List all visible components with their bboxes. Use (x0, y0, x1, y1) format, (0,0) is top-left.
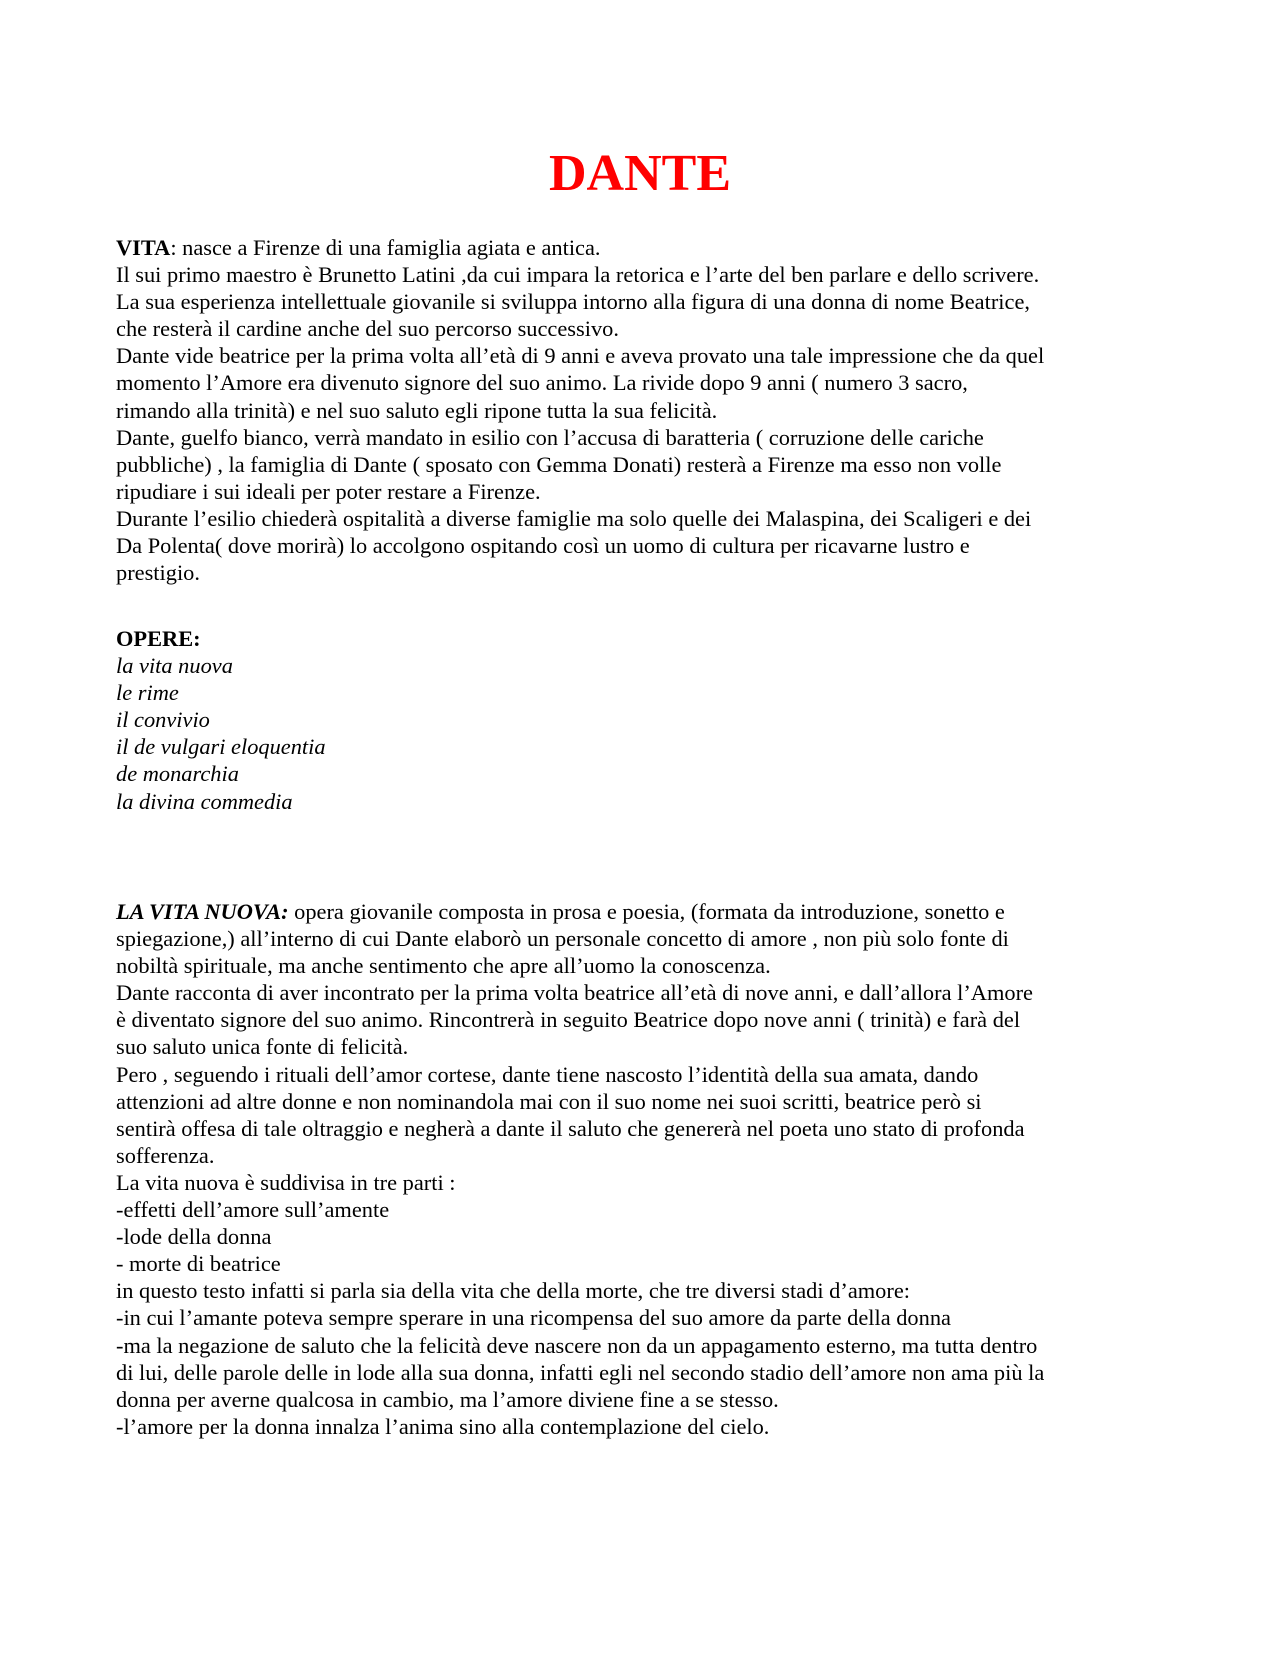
opere-item: le rime (116, 680, 179, 706)
vita-nuova-line: donna per averne qualcosa in cambio, ma l’amore diviene fine a se stesso. (116, 1386, 779, 1412)
vita-line: Dante vide beatrice per la prima volta all’età di 9 anni e aveva provato una tale impressione che da quel (116, 343, 1045, 369)
vita-nuova-line: La vita nuova è suddivisa in tre parti : (116, 1169, 456, 1195)
vita-line: prestigio. (116, 560, 200, 586)
section-opere (116, 625, 1186, 815)
vita-nuova-line: Pero , seguendo i rituali dell’amor cortese, dante tiene nascosto l’identità della sua amata, dando (116, 1061, 979, 1087)
vita-nuova-heading: LA VITA NUOVA: (116, 899, 289, 924)
vita-nuova-line-0 (116, 898, 1186, 925)
opere-item: il de vulgari eloquentia (116, 734, 326, 760)
vita-nuova-line: spiegazione,) all’interno di cui Dante elaborò un personale concetto di amore , non più solo fonte di (116, 926, 1009, 952)
vita-line: ripudiare i sui ideali per poter restare a Firenze. (116, 478, 541, 504)
section-vita-nuova (116, 898, 1186, 1440)
vita-line: Dante, guelfo bianco, verrà mandato in esilio con l’accusa di baratteria ( corruzione delle cariche (116, 424, 984, 450)
vita-nuova-line: è diventato signore del suo animo. Rincontrerà in seguito Beatrice dopo nove anni ( trinità) e farà del (116, 1007, 1021, 1033)
vita-line-text: : nasce a Firenze di una famiglia agiata e antica. (170, 235, 601, 260)
vita-nuova-line: Dante racconta di aver incontrato per la prima volta beatrice all’età di nove anni, e dall’allora l’Amore (116, 980, 1033, 1006)
section-vita (116, 234, 1186, 586)
opere-item: de monarchia (116, 761, 239, 787)
vita-nuova-line: -l’amore per la donna innalza l’anima sino alla contemplazione del cielo. (116, 1413, 770, 1439)
vita-nuova-line: -effetti dell’amore sull’amente (116, 1197, 390, 1223)
vita-nuova-line: di lui, delle parole delle in lode alla sua donna, infatti egli nel secondo stadio dell’amore non ama più la (116, 1359, 1045, 1385)
opere-item: il convivio (116, 707, 210, 733)
opere-heading: OPERE: (116, 626, 201, 651)
vita-line: La sua esperienza intellettuale giovanile si sviluppa intorno alla figura di una donna di nome Beatrice, (116, 289, 1030, 315)
vita-line-0 (116, 234, 1186, 261)
vita-nuova-line: sofferenza. (116, 1142, 215, 1168)
vita-line: che resterà il cardine anche del suo percorso successivo. (116, 316, 619, 342)
vita-nuova-line: nobiltà spirituale, ma anche sentimento che apre all’uomo la conoscenza. (116, 953, 771, 979)
vita-nuova-line: sentirà offesa di tale oltraggio e negherà a dante il saluto che genererà nel poeta uno stato di profonda (116, 1115, 1025, 1141)
vita-nuova-line: - morte di beatrice (116, 1251, 281, 1277)
vita-line: Il sui primo maestro è Brunetto Latini ,da cui impara la retorica e l’arte del ben parlare e dello scrivere. (116, 262, 1040, 288)
vita-line: pubbliche) , la famiglia di Dante ( sposato con Gemma Donati) resterà a Firenze ma esso non volle (116, 451, 1002, 477)
vita-nuova-line: in questo testo infatti si parla sia della vita che della morte, che tre diversi stadi d’amore: (116, 1278, 910, 1304)
vita-line: rimando alla trinità) e nel suo saluto egli ripone tutta la sua felicità. (116, 397, 718, 423)
vita-nuova-line: -ma la negazione de saluto che la felicità deve nascere non da un appagamento esterno, ma tutta dentro (116, 1332, 1038, 1358)
opere-item: la divina commedia (116, 788, 293, 814)
vita-nuova-line: -lode della donna (116, 1224, 272, 1250)
opere-item: la vita nuova (116, 653, 233, 679)
vita-nuova-line: -in cui l’amante poteva sempre sperare in una ricompensa del suo amore da parte della donna (116, 1305, 951, 1331)
page-title: DANTE (548, 145, 732, 202)
vita-line: momento l’Amore era divenuto signore del suo animo. La rivide dopo 9 anni ( numero 3 sacro, (116, 370, 968, 396)
vita-nuova-line-text: opera giovanile composta in prosa e poesia, (formata da introduzione, sonetto e (288, 899, 1005, 924)
vita-nuova-line: attenzioni ad altre donne e non nominandola mai con il suo nome nei suoi scritti, beatrice però si (116, 1088, 982, 1114)
vita-line: Durante l’esilio chiederà ospitalità a diverse famiglie ma solo quelle dei Malaspina, dei Scaligeri e dei (116, 505, 1032, 531)
vita-line: Da Polenta( dove morirà) lo accolgono ospitando così un uomo di cultura per ricavarne lustro e (116, 533, 970, 559)
vita-heading: VITA (116, 235, 171, 260)
vita-nuova-line: suo saluto unica fonte di felicità. (116, 1034, 409, 1060)
